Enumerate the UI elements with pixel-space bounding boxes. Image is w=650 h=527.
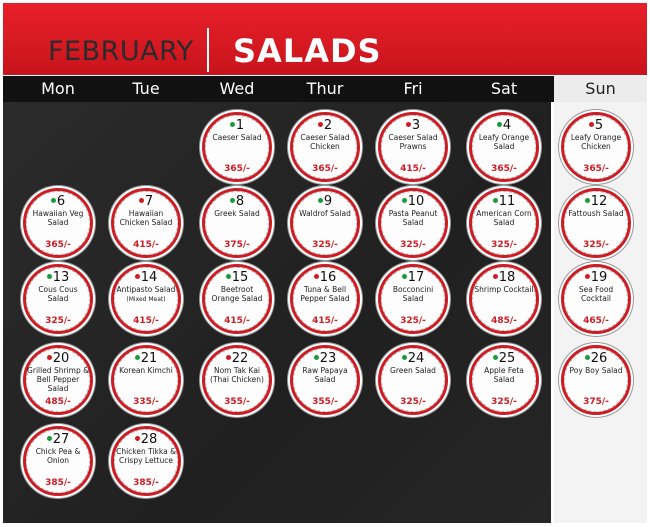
day-number-text: 6 (56, 194, 66, 209)
dish-price: 365/- (45, 240, 71, 250)
veg-dot-icon (497, 122, 502, 127)
day-number (293, 352, 357, 366)
day-number (472, 195, 536, 209)
day-number (205, 195, 269, 209)
day-cell (561, 188, 631, 258)
day-fri: Fri (403, 79, 423, 98)
dish-name (294, 209, 356, 218)
day-number (205, 352, 269, 366)
dish-name (382, 133, 444, 151)
veg-dot-icon (402, 198, 407, 203)
day-number-text: 26 (590, 351, 608, 366)
day-cell (561, 112, 631, 182)
day-number (114, 195, 178, 209)
veg-dot-icon (230, 122, 235, 127)
day-sun: Sun (554, 76, 647, 102)
dish-name (565, 366, 627, 375)
day-number-text: 17 (407, 270, 425, 285)
day-cell (469, 112, 539, 182)
dish-price: 385/- (133, 478, 159, 488)
day-number-text: 2 (323, 118, 333, 133)
dish-name-text: Caeser Salad Chicken (300, 133, 350, 151)
day-number (381, 271, 445, 285)
day-cell (111, 345, 181, 415)
dish-name (115, 366, 177, 375)
dish-name-text: Beetroot Orange Salad (211, 285, 263, 303)
dish-name (115, 209, 177, 227)
day-cell (290, 188, 360, 258)
day-cell (23, 426, 93, 496)
day-number-text: 20 (52, 351, 70, 366)
dish-name (115, 447, 177, 465)
dish-name-text: Leafy Orange Salad (478, 133, 530, 151)
day-number-text: 21 (140, 351, 158, 366)
dish-note: (Mixed Meat) (126, 296, 166, 303)
dish-name (294, 366, 356, 384)
dish-name-text: Cous Cous Salad (38, 285, 78, 303)
dish-name (206, 209, 268, 218)
dish-name (27, 209, 89, 227)
dish-name (294, 133, 356, 151)
day-number-text: 4 (502, 118, 512, 133)
dish-name (473, 133, 535, 151)
dish-name-text: Raw Papaya Salad (302, 366, 348, 384)
veg-dot-icon (318, 198, 323, 203)
day-sat: Sat (490, 79, 518, 98)
dish-price: 355/- (312, 397, 338, 407)
day-number-text: 10 (407, 194, 425, 209)
day-number (293, 119, 357, 133)
dish-name (382, 366, 444, 375)
day-cell (378, 345, 448, 415)
day-cell (469, 188, 539, 258)
dish-name (473, 209, 535, 227)
month-title: FEBRUARY (48, 36, 194, 67)
veg-dot-icon (47, 436, 52, 441)
day-number (564, 352, 628, 366)
day-number (26, 352, 90, 366)
day-cell (469, 345, 539, 415)
dish-name-text: Apple Feta Salad (484, 366, 524, 384)
day-number (293, 195, 357, 209)
veg-dot-icon (585, 355, 590, 360)
non-veg-dot-icon (589, 122, 594, 127)
day-cell (561, 345, 631, 415)
veg-dot-icon (402, 355, 407, 360)
dish-price: 415/- (133, 240, 159, 250)
dish-name (473, 366, 535, 384)
dish-name-text: Antipasto Salad (116, 285, 176, 294)
dish-name-text: Hawaiian Veg Salad (32, 209, 84, 227)
veg-dot-icon (493, 198, 498, 203)
day-number-text: 5 (594, 118, 604, 133)
veg-dot-icon (51, 198, 56, 203)
veg-dot-icon (585, 198, 590, 203)
dish-name (382, 285, 444, 303)
day-number-text: 16 (319, 270, 337, 285)
day-number-text: 23 (319, 351, 337, 366)
dish-price: 325/- (400, 316, 426, 326)
dish-name-text: Greek Salad (214, 209, 260, 218)
day-number (472, 271, 536, 285)
dish-price: 415/- (400, 164, 426, 174)
day-number-text: 24 (407, 351, 425, 366)
day-number (381, 119, 445, 133)
day-number (472, 119, 536, 133)
day-number (114, 433, 178, 447)
day-cell (111, 188, 181, 258)
dish-name-text: Green Salad (390, 366, 436, 375)
dish-name (294, 285, 356, 303)
non-veg-dot-icon (493, 274, 498, 279)
day-number (564, 195, 628, 209)
dish-name (206, 366, 268, 384)
veg-dot-icon (226, 274, 231, 279)
dish-name (565, 209, 627, 218)
dish-name (27, 285, 89, 303)
header-banner (3, 3, 647, 75)
dish-price: 335/- (133, 397, 159, 407)
dish-price: 375/- (224, 240, 250, 250)
day-number (564, 119, 628, 133)
dish-price: 325/- (45, 316, 71, 326)
day-number-text: 8 (235, 194, 245, 209)
non-veg-dot-icon (406, 122, 411, 127)
dish-name (206, 285, 268, 303)
day-number-text: 14 (140, 270, 158, 285)
dish-name-text: Pasta Peanut Salad (388, 209, 438, 227)
day-number (114, 271, 178, 285)
day-cell (290, 264, 360, 334)
dish-price: 365/- (491, 164, 517, 174)
dish-price: 385/- (45, 478, 71, 488)
day-number (381, 352, 445, 366)
dish-name (382, 209, 444, 227)
day-number-text: 1 (235, 118, 245, 133)
day-number (381, 195, 445, 209)
day-number (205, 119, 269, 133)
day-number-text: 13 (52, 270, 70, 285)
non-veg-dot-icon (318, 122, 323, 127)
dish-name-text: Korean Kimchi (119, 366, 173, 375)
day-cell (202, 345, 272, 415)
dish-name-text: Leafy Orange Chicken (570, 133, 622, 151)
day-cell (290, 345, 360, 415)
day-number (114, 352, 178, 366)
day-number-text: 15 (231, 270, 249, 285)
category-title: SALADS (233, 32, 382, 70)
day-cell (561, 264, 631, 334)
veg-dot-icon (314, 355, 319, 360)
day-cell (290, 112, 360, 182)
day-number (564, 271, 628, 285)
dish-price: 415/- (224, 316, 250, 326)
dish-name-text: Chick Pea & Onion (35, 447, 81, 465)
dish-name-text: Shrimp Cocktail (474, 285, 534, 294)
dish-name-text: Caeser Salad (212, 133, 262, 142)
dish-price: 325/- (312, 240, 338, 250)
day-cell (202, 264, 272, 334)
day-number-text: 25 (498, 351, 516, 366)
veg-dot-icon (230, 198, 235, 203)
dish-name-text: Poy Boy Salad (569, 366, 623, 375)
dish-price: 355/- (224, 397, 250, 407)
day-number (293, 271, 357, 285)
non-veg-dot-icon (135, 436, 140, 441)
day-cell (23, 345, 93, 415)
day-mon: Mon (41, 79, 75, 98)
non-veg-dot-icon (314, 274, 319, 279)
dish-name-text: Sea Food Cocktail (578, 285, 614, 303)
dish-name (27, 366, 89, 393)
non-veg-dot-icon (47, 355, 52, 360)
dish-name-text: Hawaiian Chicken Salad (119, 209, 173, 227)
dish-price: 325/- (583, 240, 609, 250)
day-number-text: 27 (52, 432, 70, 447)
dish-price: 485/- (45, 397, 71, 407)
dish-name (27, 447, 89, 465)
day-number-text: 9 (323, 194, 333, 209)
day-number (472, 352, 536, 366)
day-cell (23, 264, 93, 334)
non-veg-dot-icon (135, 274, 140, 279)
day-cell (378, 264, 448, 334)
dish-name-text: Caeser Salad Prawns (388, 133, 438, 151)
dish-name-text: Fattoush Salad (568, 209, 624, 218)
non-veg-dot-icon (585, 274, 590, 279)
day-cell (111, 426, 181, 496)
day-cell (378, 112, 448, 182)
dish-price: 375/- (583, 397, 609, 407)
day-cell (378, 188, 448, 258)
day-number-text: 28 (140, 432, 158, 447)
non-veg-dot-icon (226, 355, 231, 360)
day-number (26, 433, 90, 447)
day-number-text: 7 (144, 194, 154, 209)
dish-price: 325/- (491, 240, 517, 250)
dish-price: 365/- (224, 164, 250, 174)
day-number-text: 18 (498, 270, 516, 285)
day-cell (469, 264, 539, 334)
veg-dot-icon (47, 274, 52, 279)
day-cell (202, 112, 272, 182)
day-number-text: 3 (411, 118, 421, 133)
day-number-text: 11 (498, 194, 516, 209)
day-cell (111, 264, 181, 334)
weekday-header-row (3, 76, 647, 102)
header-divider (207, 28, 209, 72)
dish-name-text: Chicken Tikka & Crispy Lettuce (116, 447, 176, 465)
dish-name (206, 133, 268, 142)
dish-price: 325/- (400, 240, 426, 250)
dish-name-text: Tuna & Bell Pepper Salad (300, 285, 350, 303)
day-number (26, 271, 90, 285)
veg-dot-icon (135, 355, 140, 360)
day-thur: Thur (306, 79, 344, 98)
dish-price: 325/- (491, 397, 517, 407)
dish-name (115, 285, 177, 304)
dish-name-text: Bocconcini Salad (392, 285, 434, 303)
dish-price: 325/- (400, 397, 426, 407)
veg-dot-icon (493, 355, 498, 360)
dish-price: 365/- (583, 164, 609, 174)
day-cell (23, 188, 93, 258)
veg-dot-icon (402, 274, 407, 279)
dish-name-text: American Corn Salad (476, 209, 532, 227)
non-veg-dot-icon (139, 198, 144, 203)
dish-name-text: Waldrof Salad (299, 209, 351, 218)
dish-price: 485/- (491, 316, 517, 326)
day-number-text: 19 (590, 270, 608, 285)
dish-name (565, 133, 627, 151)
day-wed: Wed (219, 79, 255, 98)
dish-price: 465/- (583, 316, 609, 326)
dish-price: 415/- (312, 316, 338, 326)
dish-name-text: Grilled Shrimp & Bell Pepper Salad (27, 366, 89, 393)
day-cell (202, 188, 272, 258)
day-tue: Tue (132, 79, 160, 98)
day-number (26, 195, 90, 209)
dish-price: 365/- (312, 164, 338, 174)
day-number-text: 22 (231, 351, 249, 366)
dish-name-text: Nom Tak Kai (Thai Chicken) (210, 366, 264, 384)
dish-price: 415/- (133, 316, 159, 326)
day-number (205, 271, 269, 285)
day-number-text: 12 (590, 194, 608, 209)
dish-name (565, 285, 627, 303)
dish-name (473, 285, 535, 294)
